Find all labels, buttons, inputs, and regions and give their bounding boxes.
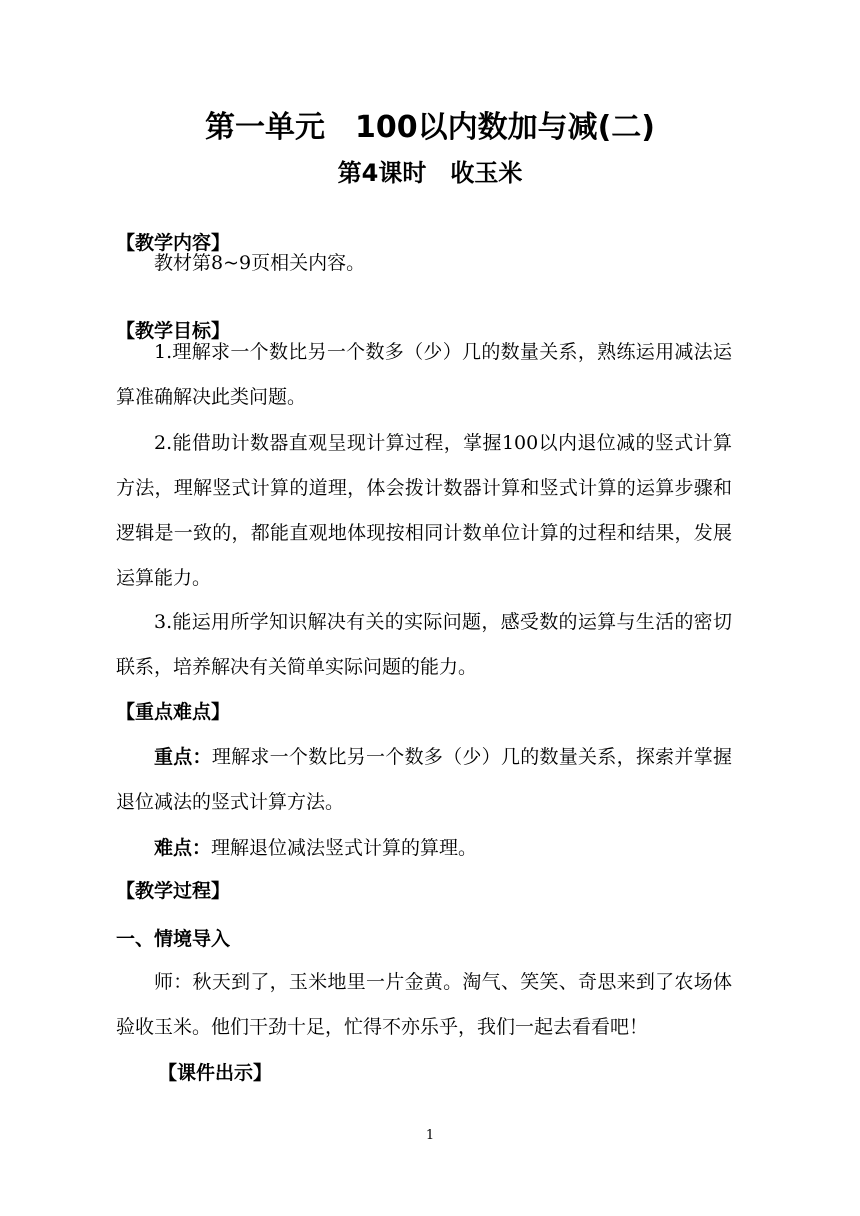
lesson-title: 第4课时 收玉米 bbox=[337, 159, 523, 187]
subheading-situation-intro: 一、情境导入 bbox=[116, 928, 231, 950]
heading-teaching-process: 【教学过程】 bbox=[116, 880, 231, 902]
key-point-text: 理解求一个数比另一个数多（少）几的数量关系，探索并掌握退位减法的竖式计算方法。 bbox=[116, 746, 732, 813]
objective-item-2: 2.能借助计数器直观呈现计算过程，掌握100以内退位减的竖式计算方法，理解竖式计算的道理，体会拨计数器计算和竖式计算的运算步骤和逻辑是一致的，都能直观地体现按相同计数单位计算的过程和结果，发展运算能力。 bbox=[116, 432, 732, 589]
page-number: 1 bbox=[425, 1128, 435, 1143]
objective-item-1: 1.理解求一个数比另一个数多（少）几的数量关系，熟练运用减法运算准确解决此类问题。 bbox=[116, 341, 732, 408]
heading-key-points: 【重点难点】 bbox=[116, 701, 231, 723]
courseware-label: 【课件出示】 bbox=[158, 1062, 273, 1084]
intro-paragraph: 师：秋天到了，玉米地里一片金黄。淘气、笑笑、奇思来到了农场体验收玉米。他们干劲十足，忙得不亦乐乎，我们一起去看看吧！ bbox=[116, 971, 732, 1038]
key-point-label: 重点： bbox=[154, 746, 212, 768]
difficult-point-text: 理解退位减法竖式计算的算理。 bbox=[211, 837, 478, 859]
difficult-point-label: 难点： bbox=[154, 837, 212, 859]
heading-teaching-content: 【教学内容】 bbox=[116, 232, 231, 254]
heading-teaching-objectives: 【教学目标】 bbox=[116, 320, 231, 342]
teaching-content-text: 教材第8~9页相关内容。 bbox=[154, 252, 366, 274]
key-point-paragraph bbox=[116, 735, 732, 825]
objective-item-3: 3.能运用所学知识解决有关的实际问题，感受数的运算与生活的密切联系，培养解决有关简单实际问题的能力。 bbox=[116, 611, 732, 678]
unit-title: 第一单元 100以内数加与减(二) bbox=[204, 110, 656, 145]
difficult-point-paragraph bbox=[116, 826, 732, 871]
